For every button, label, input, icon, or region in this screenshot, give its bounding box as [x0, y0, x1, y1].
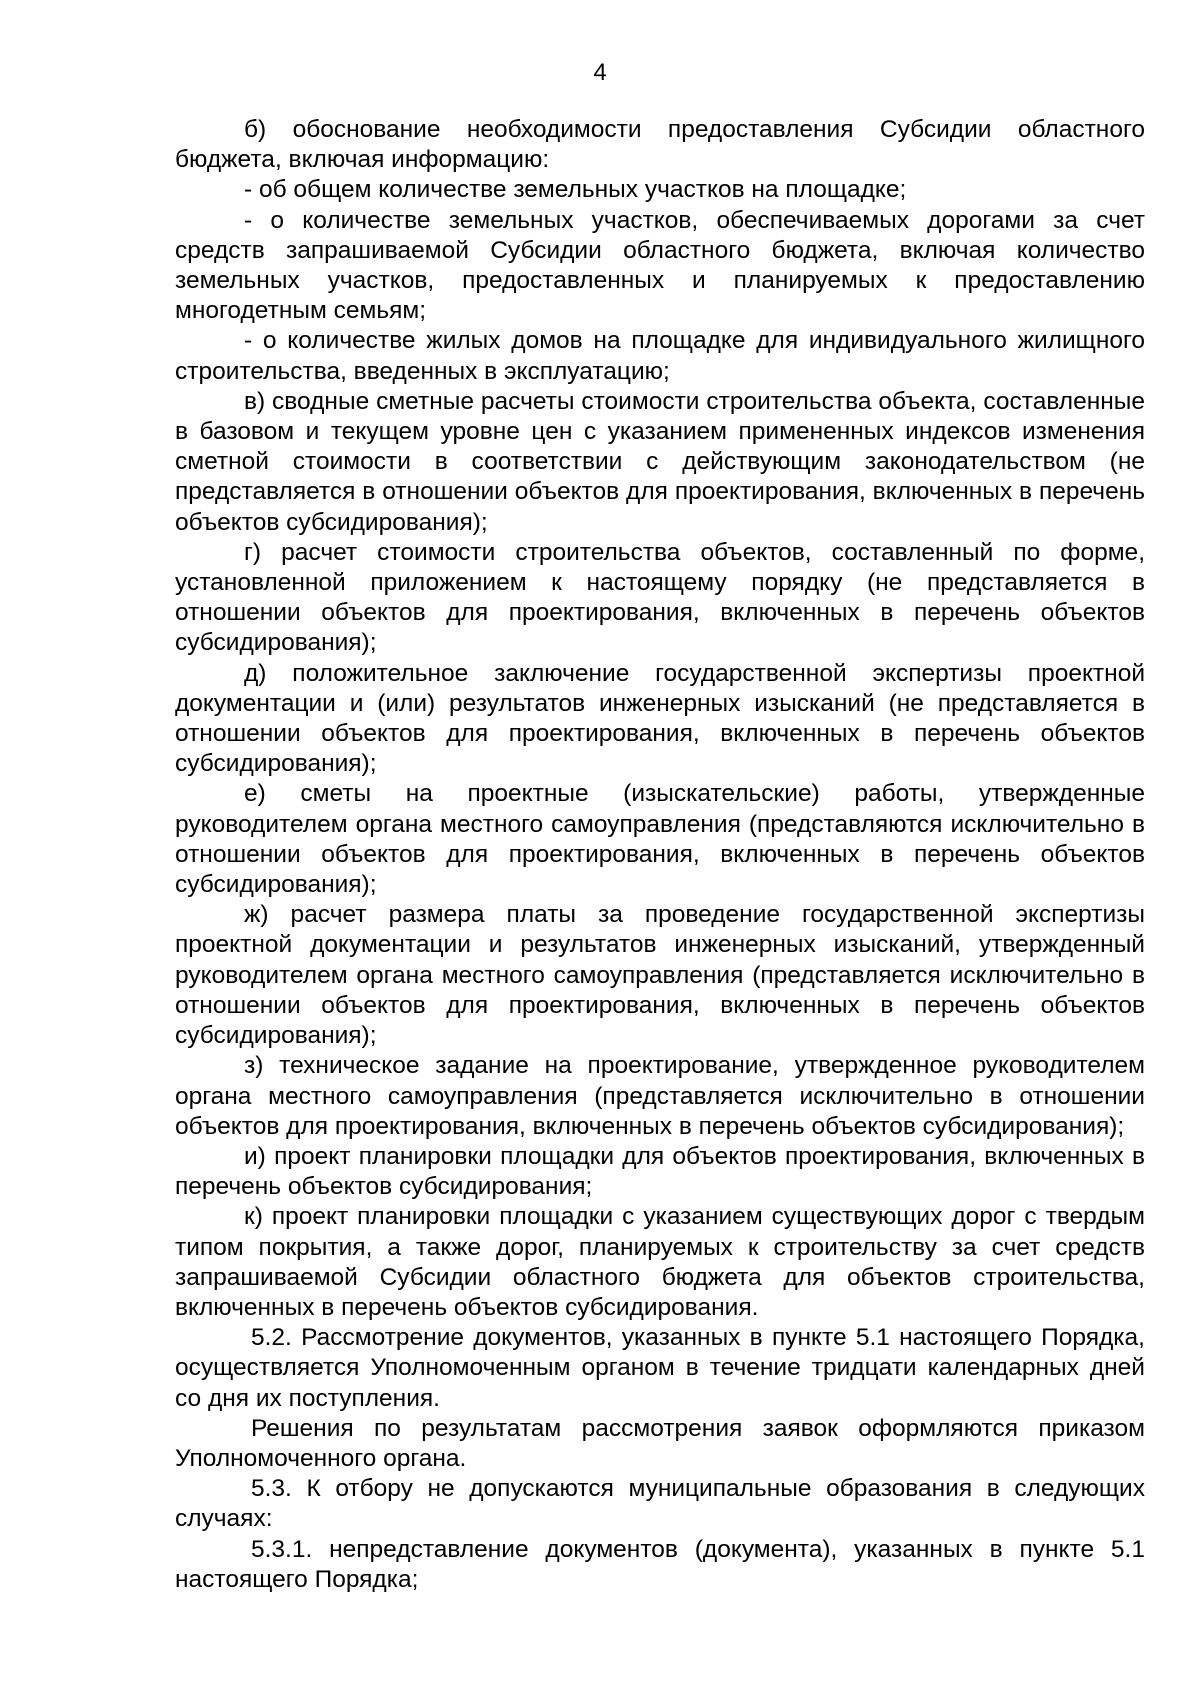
paragraph-z: з) техническое задание на проектирование, утвержденное руководителем органа местного самоуправления (представляется исключительно в отношении объектов для проектирования, включенных в перечень объектов субсидирования);: [175, 1052, 1145, 1140]
page-number: 4: [593, 59, 607, 86]
paragraph-d: д) положительное заключение государственной экспертизы проектной документации и (или) результатов инженерных изысканий (не представляется в отношении объектов для проектирования, включенных в перечень объектов субсидирования);: [175, 659, 1145, 778]
paragraph-v: в) сводные сметные расчеты стоимости строительства объекта, составленные в базовом и текущем уровне цен с указанием примененных индексов изменения сметной стоимости в соответствии с действующим законодательством (не представляется в отношении объектов для проектирования, включенных в перечень объектов субсидирования);: [175, 387, 1145, 536]
paragraph-decisions: Решения по результатам рассмотрения заявок оформляются приказом Уполномоченного органа.: [175, 1414, 1145, 1472]
paragraph-b-item-3: - о количестве жилых домов на площадке для индивидуального жилищного строительства, введенных в эксплуатацию;: [175, 327, 1145, 385]
paragraph-g: г) расчет стоимости строительства объектов, составленный по форме, установленной приложением к настоящему порядку (не представляется в отношении объектов для проектирования, включенных в перечень объектов субсидирования);: [175, 538, 1145, 657]
paragraph-b-item-1: - об общем количестве земельных участков на площадке;: [244, 176, 907, 204]
paragraph-5-2: 5.2. Рассмотрение документов, указанных в пункте 5.1 настоящего Порядка, осуществляется Уполномоченным органом в течение тридцати календарных дней со дня их поступления.: [175, 1324, 1145, 1412]
paragraph-e: е) сметы на проектные (изыскательские) работы, утвержденные руководителем органа местного самоуправления (представляются исключительно в отношении объектов для проектирования, включенных в перечень объектов субсидирования);: [175, 780, 1145, 899]
paragraph-5-3: 5.3. К отбору не допускаются муниципальные образования в следующих случаях:: [175, 1475, 1145, 1533]
paragraph-k: к) проект планировки площадки с указанием существующих дорог с твердым типом покрытия, а также дорог, планируемых к строительству за счет средств запрашиваемой Субсидии областного бюджета для объектов строительства, включенных в перечень объектов субсидирования.: [175, 1203, 1145, 1321]
paragraph-b-item-2: - о количестве земельных участков, обеспечиваемых дорогами за счет средств запрашиваемой Субсидии областного бюджета, включая количество земельных участков, предоставленных и планируемых к предоставлению многодетным семьям;: [175, 206, 1145, 325]
paragraph-5-3-1: 5.3.1. непредставление документов (документа), указанных в пункте 5.1 настоящего Порядка;: [175, 1535, 1145, 1593]
document-body: [175, 115, 1145, 1595]
paragraph-i: и) проект планировки площадки для объектов проектирования, включенных в перечень объектов субсидирования;: [175, 1142, 1145, 1201]
paragraph-b: б) обоснование необходимости предоставления Субсидии областного бюджета, включая информацию:: [175, 116, 1145, 174]
paragraph-zh: ж) расчет размера платы за проведение государственной экспертизы проектной документации и результатов инженерных изысканий, утвержденный руководителем органа местного самоуправления (представляется исключительно в отношении объектов для проектирования, включенных в перечень объектов субсидирования);: [175, 901, 1145, 1050]
